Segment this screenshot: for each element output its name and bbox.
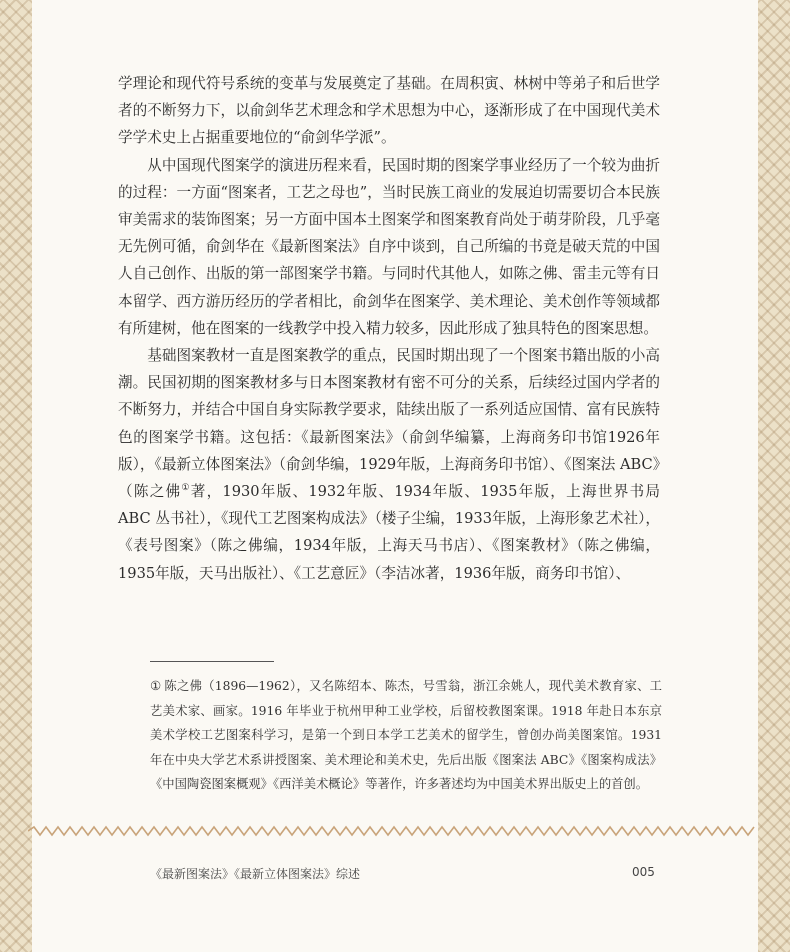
- page-number: 005: [632, 865, 655, 879]
- paragraph-2: 从中国现代图案学的演进历程来看，民国时期的图案学事业经历了一个较为曲折的过程：一方面“图案者，工艺之母也”，当时民族工商业的发展迫切需要切合本民族审美需求的装饰图案；另一方面中国本土图案学和图案教育尚处于萌芽阶段，几乎毫无先例可循，俞剑华在《最新图案法》自序中谈到，自己所编的书竟是破天荒的中国人自己创作、出版的第一部图案学书籍。与同时代其他人，如陈之佛、雷圭元等有日本留学、西方游历经历的学者相比，俞剑华在图案学、美术理论、美术创作等领域都有所建树，他在图案的一线教学中投入精力较多，因此形成了独具特色的图案思想。: [118, 156, 660, 337]
- wave-divider: [28, 824, 756, 838]
- decorative-fret-border-left: [0, 0, 32, 952]
- paragraph-1: 学理论和现代符号系统的变革与发展奠定了基础。在周积寅、林树中等弟子和后世学者的不断努力下，以俞剑华艺术理念和学术思想为中心，逐渐形成了在中国现代美术学学术史上占据重要地位的“俞剑华学派”。: [118, 75, 660, 147]
- footnote: [150, 674, 662, 797]
- paragraph-3-part-2: 著，1930年版、1932年版、1934年版、1935年版，上海世界书局 ABC 丛书社），《现代工艺图案构成法》（楼子尘编，1933年版，上海形象艺术社），《表号图案》（陈之佛编，1934年版，上海天马书店）、《图案教材》（陈之佛编，1935年版，天马出版社）、《工艺意匠》（李洁冰著，1936年版，商务印书馆）、: [118, 483, 660, 582]
- footnote-text: 陈之佛（1896—1962），又名陈绍本、陈杰，号雪翁，浙江余姚人，现代美术教育家、工艺美术家、画家。1916 年毕业于杭州甲种工业学校，后留校教图案课。1918 年赴日本东京美术学校工艺图案科学习，是第一个到日本学工艺美术的留学生，曾创办尚美图案馆。1931 年在中央大学艺术系讲授图案、美术理论和美术史，先后出版《图案法 ABC》《图案构成法》《中国陶瓷图案概观》《西洋美术概论》等著作，许多著述均为中国美术界出版史上的首创。: [150, 679, 662, 791]
- decorative-fret-border-right: [758, 0, 790, 952]
- footnote-divider: [150, 661, 274, 662]
- paragraph-3: [118, 342, 660, 587]
- running-footer-title: 《最新图案法》《最新立体图案法》综述: [150, 867, 361, 881]
- footnote-marker: ①: [150, 679, 162, 693]
- body-text: [118, 70, 660, 587]
- paragraph-3-part-1: 基础图案教材一直是图案教学的重点，民国时期出现了一个图案书籍出版的小高潮。民国初期的图案教材多与日本图案教材有密不可分的关系，后续经过国内学者的不断努力，并结合中国自身实际教学要求，陆续出版了一系列适应国情、富有民族特色的图案学书籍。这包括：《最新图案法》（俞剑华编纂，上海商务印书馆1926年版），《最新立体图案法》（俞剑华编，1929年版，上海商务印书馆）、《图案法 ABC》（陈之佛: [118, 347, 660, 501]
- footnote-reference[interactable]: ①: [181, 483, 191, 494]
